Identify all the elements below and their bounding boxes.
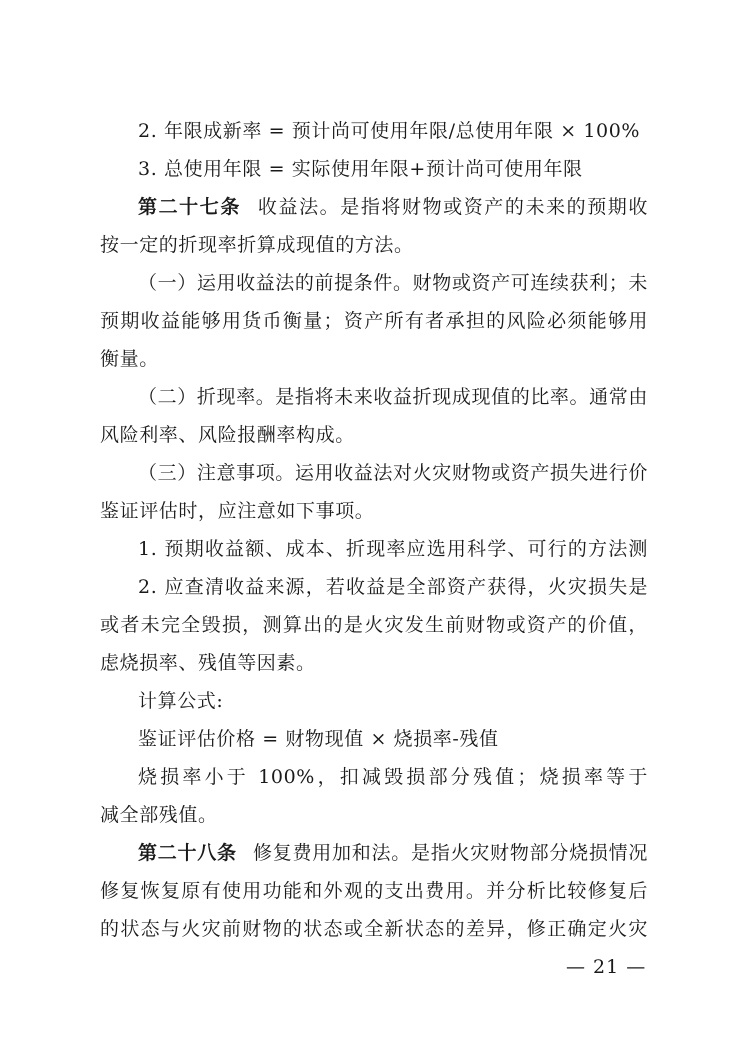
paragraph-line: 修复恢复原有使用功能和外观的支出费用。并分析比较修复后 bbox=[100, 880, 648, 902]
paragraph-line: 风险利率、风险报酬率构成。 bbox=[100, 424, 355, 446]
paragraph-line: 减全部残值。 bbox=[100, 804, 218, 826]
formula-line-2: 2. 年限成新率 = 预计尚可使用年限/总使用年限 × 100% bbox=[138, 120, 641, 142]
paragraph-line: 按一定的折现率折算成现值的方法。 bbox=[100, 234, 414, 256]
paragraph-line: 虑烧损率、残值等因素。 bbox=[100, 652, 316, 674]
paragraph-line: 的状态与火灾前财物的状态或全新状态的差异，修正确定火灾 bbox=[100, 918, 648, 940]
paragraph-line: 衡量。 bbox=[100, 348, 159, 370]
formula-label: 计算公式: bbox=[138, 690, 224, 712]
paragraph-line: 鉴证评估时，应注意如下事项。 bbox=[100, 500, 375, 522]
paragraph-line: （一）运用收益法的前提条件。财物或资产可连续获利；未 bbox=[138, 272, 648, 294]
paragraph-line: 1. 预期收益额、成本、折现率应选用科学、可行的方法测 bbox=[138, 538, 648, 560]
paragraph-line: 2. 应查清收益来源，若收益是全部资产获得，火灾损失是 bbox=[138, 576, 648, 598]
page-number: — 21 — bbox=[566, 956, 647, 978]
article-27-heading bbox=[138, 194, 648, 220]
article-28-label: 第二十八条 bbox=[138, 842, 237, 864]
article-27-label: 第二十七条 bbox=[138, 196, 241, 218]
paragraph-line: （二）折现率。是指将未来收益折现成现值的比率。通常由 bbox=[138, 386, 648, 408]
formula-line-3: 3. 总使用年限 = 实际使用年限+预计尚可使用年限 bbox=[138, 158, 583, 180]
formula-expression: 鉴证评估价格 = 财物现值 × 烧损率-残值 bbox=[138, 728, 499, 750]
article-27-text: 收益法。是指将财物或资产的未来的预期收 bbox=[256, 196, 648, 218]
paragraph-line: 烧损率小于 100%，扣减毁损部分残值；烧损率等于 bbox=[138, 766, 648, 788]
paragraph-line: 或者未完全毁损，测算出的是火灾发生前财物或资产的价值， bbox=[100, 614, 648, 636]
article-28-heading bbox=[138, 840, 648, 866]
paragraph-line: （三）注意事项。运用收益法对火灾财物或资产损失进行价 bbox=[138, 462, 648, 484]
article-28-text: 修复费用加和法。是指火灾财物部分烧损情况 bbox=[252, 842, 648, 864]
paragraph-line: 预期收益能够用货币衡量；资产所有者承担的风险必须能够用 bbox=[100, 310, 648, 332]
